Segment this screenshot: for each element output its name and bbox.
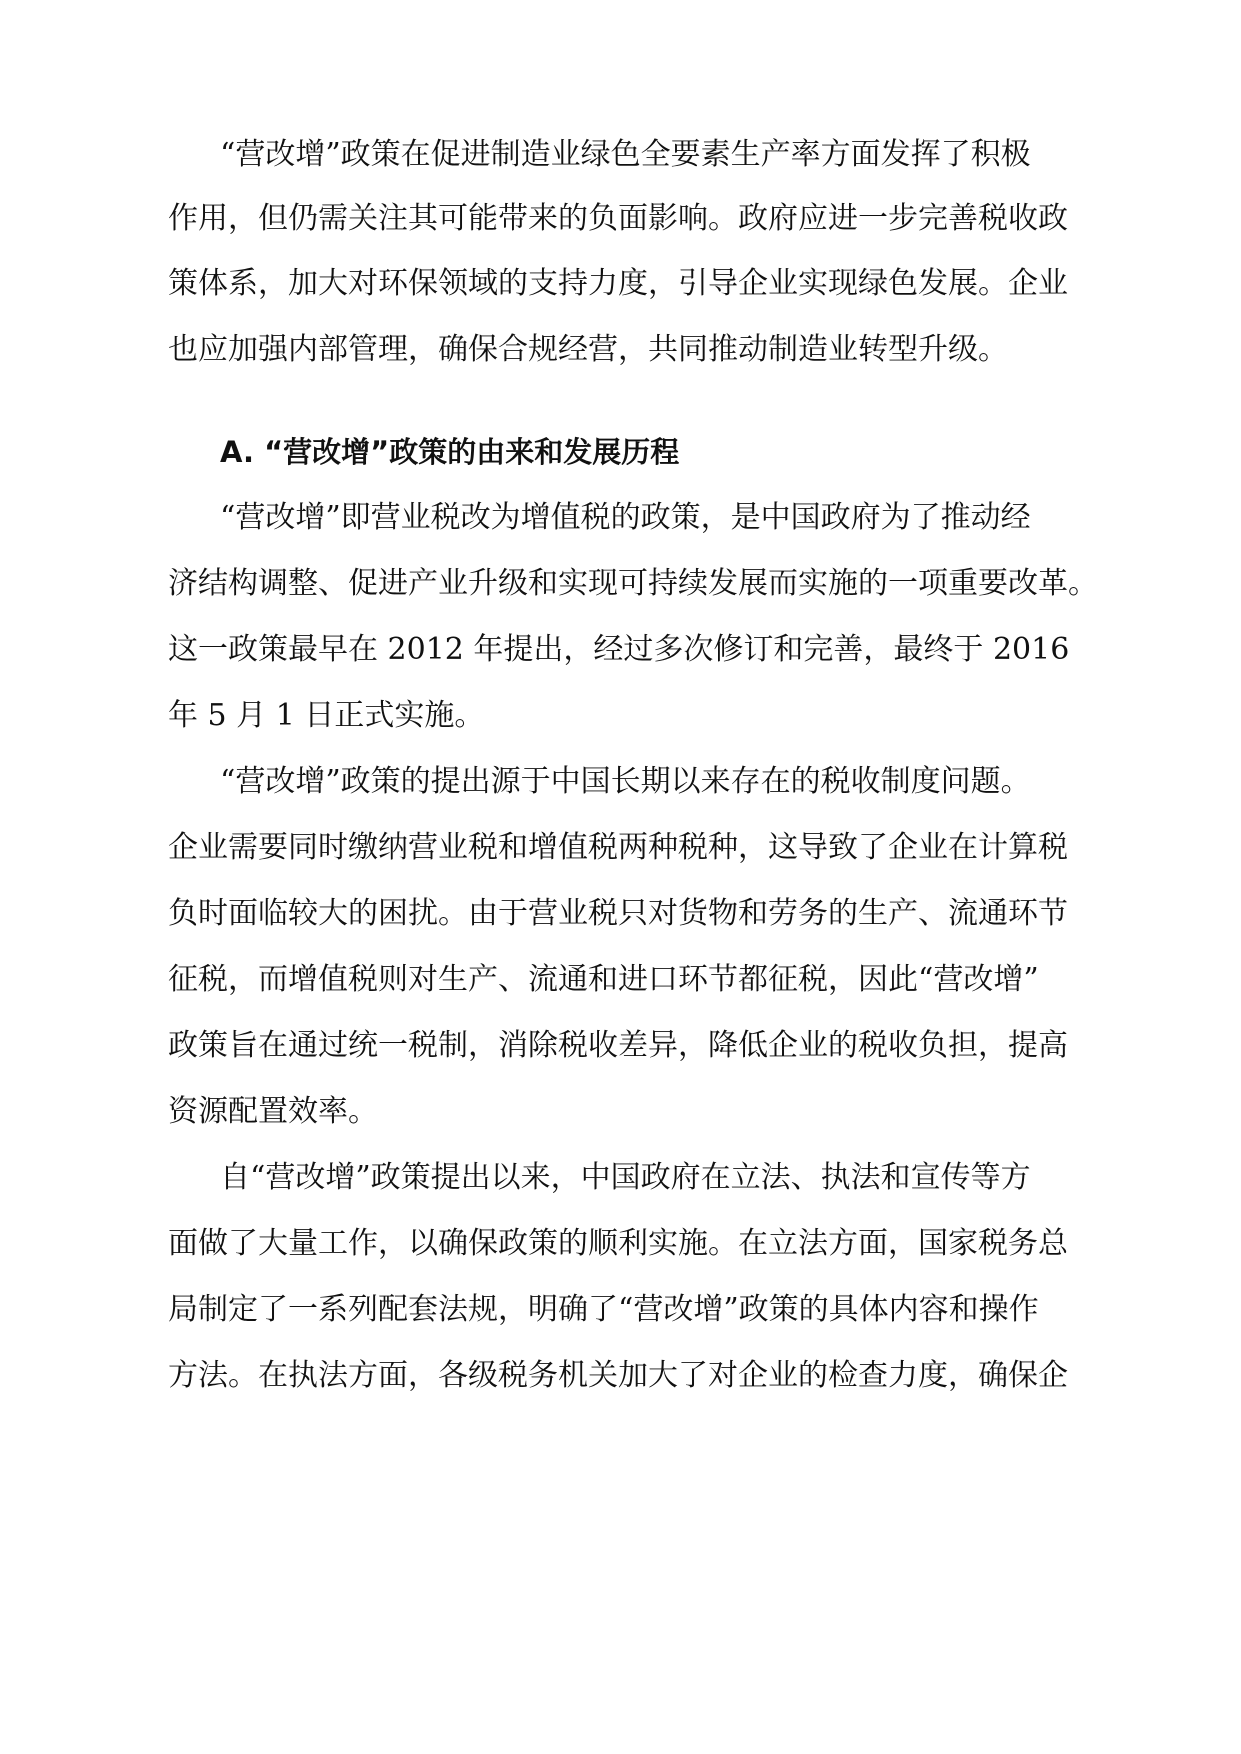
origin-paragraph-line: “营改增”政策的提出源于中国长期以来存在的税收制度问题。 bbox=[220, 764, 1031, 799]
origin-paragraph-line: 企业需要同时缴纳营业税和增值税两种税种，这导致了企业在计算税 bbox=[168, 830, 1068, 865]
definition-paragraph-line: 年 5 月 1 日正式实施。 bbox=[168, 698, 485, 733]
implementation-paragraph-line: 局制定了一系列配套法规，明确了“营改增”政策的具体内容和操作 bbox=[168, 1292, 1039, 1327]
definition-paragraph-line: “营改增”即营业税改为增值税的政策，是中国政府为了推动经 bbox=[220, 500, 1031, 535]
intro-paragraph-line: “营改增”政策在促进制造业绿色全要素生产率方面发挥了积极 bbox=[220, 137, 1031, 172]
definition-paragraph-line: 济结构调整、促进产业升级和实现可持续发展而实施的一项重要改革。 bbox=[168, 566, 1098, 601]
intro-paragraph-line: 作用，但仍需关注其可能带来的负面影响。政府应进一步完善税收政 bbox=[168, 201, 1068, 236]
implementation-paragraph-line: 自“营改增”政策提出以来，中国政府在立法、执法和宣传等方 bbox=[220, 1160, 1031, 1195]
origin-paragraph-line: 资源配置效率。 bbox=[168, 1094, 378, 1129]
intro-paragraph-line: 也应加强内部管理，确保合规经营，共同推动制造业转型升级。 bbox=[168, 332, 1008, 367]
origin-paragraph-line: 负时面临较大的困扰。由于营业税只对货物和劳务的生产、流通环节 bbox=[168, 896, 1068, 931]
section-heading: A. “营改增”政策的由来和发展历程 bbox=[220, 435, 680, 469]
origin-paragraph-line: 政策旨在通过统一税制，消除税收差异，降低企业的税收负担，提高 bbox=[168, 1028, 1068, 1063]
implementation-paragraph-line: 面做了大量工作，以确保政策的顺利实施。在立法方面，国家税务总 bbox=[168, 1226, 1068, 1261]
definition-paragraph-line: 这一政策最早在 2012 年提出，经过多次修订和完善，最终于 2016 bbox=[168, 632, 1070, 667]
implementation-paragraph-line: 方法。在执法方面，各级税务机关加大了对企业的检查力度，确保企 bbox=[168, 1358, 1068, 1393]
intro-paragraph-line: 策体系，加大对环保领域的支持力度，引导企业实现绿色发展。企业 bbox=[168, 266, 1068, 301]
origin-paragraph-line: 征税，而增值税则对生产、流通和进口环节都征税，因此“营改增” bbox=[168, 962, 1039, 997]
